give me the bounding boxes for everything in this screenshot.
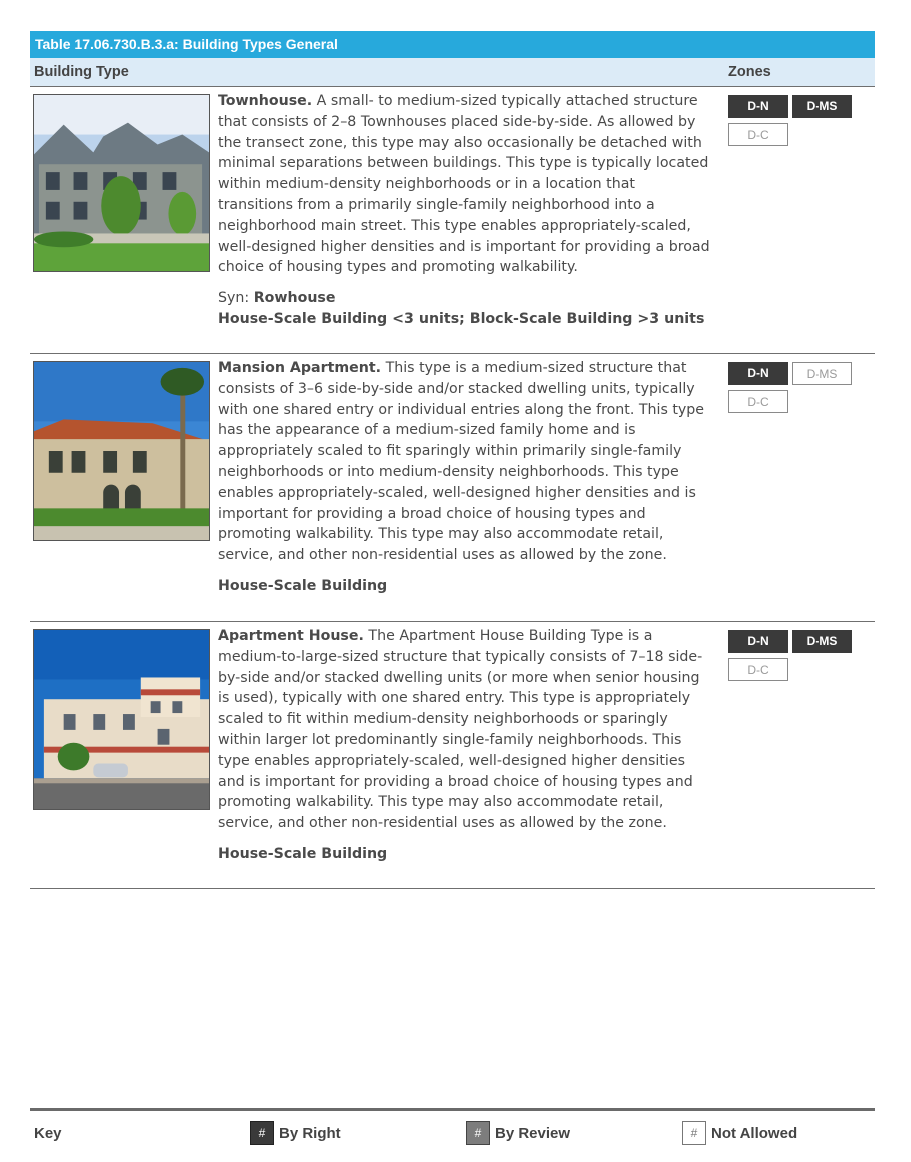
table-row-townhouse <box>30 87 875 354</box>
townhouse-description <box>218 91 710 330</box>
column-header-zones: Zones <box>728 64 771 80</box>
zone-badge-dn: D-N <box>728 630 788 653</box>
zone-badge-dms: D-MS <box>792 630 852 653</box>
zone-badge-dc: D-C <box>728 123 788 146</box>
legend-key <box>30 1108 875 1159</box>
table-title: Table 17.06.730.B.3.a: Building Types General <box>30 31 875 58</box>
synonym-label: Syn: <box>218 290 254 307</box>
building-type-description: A small- to medium-sized typically attached structure that consists of 2–8 Townhouses placed side-by-side. As allowed by the transect zone, this type may also occasionally be detached with minimal separations between buildings. This type is typically located within medium-density neighborhoods or in a location that transitions from a primarily single-family neighborhood into a neighborhood main street. This type enables appropriately-scaled, well-designed higher densities and is important for providing a broad choice of housing types and promoting walkability. <box>218 93 710 276</box>
building-types-table <box>30 31 875 889</box>
table-header <box>30 58 875 87</box>
building-scale: House-Scale Building <3 units; Block-Scale Building >3 units <box>218 310 705 327</box>
building-type-name: Apartment House. <box>218 628 364 644</box>
zone-badge-dms: D-MS <box>792 362 852 385</box>
apartment-house-description <box>218 626 710 865</box>
zone-badge-dc: D-C <box>728 658 788 681</box>
apartment-house-photo <box>33 629 210 810</box>
not-allowed-label: Not Allowed <box>711 1125 798 1142</box>
townhouse-photo <box>33 94 210 272</box>
building-scale: House-Scale Building <box>218 577 388 594</box>
by-right-swatch: # <box>250 1121 274 1145</box>
not-allowed-swatch: # <box>682 1121 706 1145</box>
by-review-label: By Review <box>495 1125 571 1142</box>
zone-badge-dc: D-C <box>728 390 788 413</box>
table-row-apartment-house <box>30 622 875 889</box>
zone-badge-dms: D-MS <box>792 95 852 118</box>
table-row-mansion-apartment <box>30 354 875 622</box>
building-type-description: This type is a medium-sized structure that consists of 3–6 side-by-side and/or stacked dwelling units, typically with one shared entry or individual entries along the front. This type has the appearance of a medium-sized family home and is appropriately scaled to fit sparingly within primarily single-family neighborhoods or into medium-density neighborhoods. This type enables appropriately-scaled, well-designed higher densities and is important for providing a broad choice of housing types and promoting walkability. This type may also accommodate retail, service, and other non-residential uses as allowed by the zone. <box>218 360 705 564</box>
by-review-swatch: # <box>466 1121 490 1145</box>
building-type-description: The Apartment House Building Type is a medium-to-large-sized structure that typically consists of 7–18 side-by-side and/or stacked dwelling units (or more when senior housing is used), typically with one shared entry. This type is appropriately scaled to fit within medium-density neighborhoods or sparingly within larger lot predominantly single-family neighborhoods. This type enables appropriately-scaled, well-designed higher densities and is important for providing a broad choice of housing types and promoting walkability. This type may also accommodate retail, service, and other non-residential uses as allowed by the zone. <box>218 628 703 832</box>
building-type-name: Mansion Apartment. <box>218 360 382 376</box>
mansion-apartment-description <box>218 358 710 597</box>
building-scale: House-Scale Building <box>218 845 388 862</box>
mansion-apartment-photo <box>33 361 210 541</box>
column-header-building-type: Building Type <box>34 64 129 80</box>
zone-badge-dn: D-N <box>728 95 788 118</box>
by-right-label: By Right <box>279 1125 341 1142</box>
building-type-name: Townhouse. <box>218 93 313 109</box>
synonym-value: Rowhouse <box>253 290 336 307</box>
key-label: Key <box>34 1125 62 1142</box>
zone-badge-dn: D-N <box>728 362 788 385</box>
